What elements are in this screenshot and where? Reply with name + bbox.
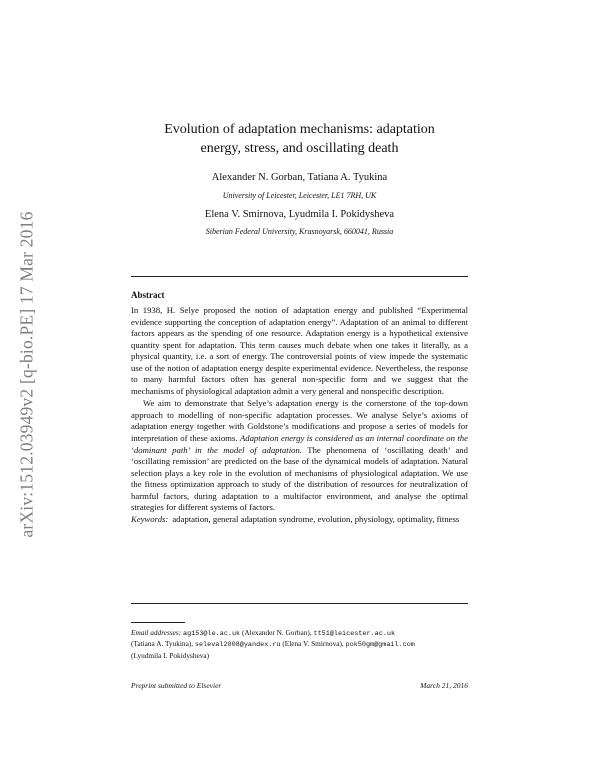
preprint-journal: Preprint submitted to Elsevier [131, 681, 222, 690]
arxiv-id: arXiv:1512.03949v2 [q-bio.PE] 17 Mar 2016 [16, 210, 37, 538]
email-smirnova[interactable]: seleval2008@yandex.ru [194, 641, 281, 650]
authors-group-1: Alexander N. Gorban, Tatiana A. Tyukina [211, 172, 388, 183]
keywords [131, 514, 468, 526]
abstract-p2-text-b: The phenomena of ‘oscillating death’ and ‘oscillating remission’ are predicted on the base of the dynamical models of adaptation. Natural selection plays a key role in the evolution of mechanisms of physiological adaptation. We use the fitness optimization approach to study of the distribution of resources for neutralization of harmful factors, during adaptation to a multifactor environment, and analyse the optimal strategies for different systems of factors. [131, 444, 468, 513]
title-line-2: energy, stress, and oscillating death [200, 141, 399, 156]
arxiv-side-stamp [14, 178, 40, 570]
email-name-4: (Lyudmila I. Pokidysheva) [131, 650, 210, 660]
abstract-bottom-rule [131, 603, 468, 604]
keywords-label: Keywords: [131, 513, 169, 524]
preprint-date: March 21, 2016 [420, 681, 468, 690]
authors-group-2: Elena V. Smirnova, Lyudmila I. Pokidysheva [204, 209, 395, 220]
preprint-footer [131, 681, 468, 690]
email-name-2: (Tatiana A. Tyukina), [131, 639, 195, 649]
affiliation-1: University of Leicester, Leicester, LE1 7RH, UK [222, 191, 377, 200]
title-line-1: Evolution of adaptation mechanisms: adaptation [164, 122, 435, 137]
abstract-heading: Abstract [131, 290, 165, 300]
paper-title [131, 120, 468, 158]
abstract-paragraph-2 [131, 398, 468, 513]
abstract-top-rule [131, 276, 468, 277]
email-footnote [131, 628, 468, 661]
email-gorban[interactable]: ag153@le.ac.uk [183, 630, 241, 638]
abstract-p2-emphasis: Adaptation energy is considered as an internal coordinate on the ‘dominant path’ in the model of adaptation. [131, 433, 468, 455]
abstract-paragraph-1: In 1938, H. Selye proposed the notion of adaptation energy and published “Experimental evidence supporting the conception of adaptation energy”. Adaptation of an animal to different factors appears as the spending of one resource. Adaptation energy is a hypothetical extensive quantity spent for adaptation. This term causes much debate when one takes it literally, as a physical quantity, i.e. a sort of energy. The controversial points of view impede the systematic use of the notion of adaptation energy despite experimental evidence. Nevertheless, the response to many harmful factors often has general non-specific form and we suggest that the mechanisms of physiological adaptation admit a very general and nonspecific description. [131, 305, 468, 396]
email-name-3: (Elena V. Smirnova), [280, 639, 346, 649]
affiliation-2: Siberian Federal University, Krasnoyarsk, 660041, Russia [205, 227, 394, 236]
email-name-1: (Alexander N. Gorban), [240, 628, 314, 637]
abstract-p2-text-a: We aim to demonstrate that Selye’s adaptation energy is the cornerstone of the top-down approach to modelling of non-specific adaptation processes. We analyse Selye’s axioms of adaptation energy together with Goldstone’s modifications and propose a series of models for interpretation of these axioms. [131, 398, 468, 444]
email-tyukina[interactable]: tt51@leicester.ac.uk [313, 630, 396, 638]
abstract-body [131, 305, 468, 525]
keywords-list: adaptation, general adaptation syndrome, evolution, physiology, optimality, fitness [172, 513, 460, 524]
email-label: Email addresses: [131, 628, 182, 637]
email-pokidysheva[interactable]: pok50gm@gmail.com [345, 641, 415, 650]
footnote-rule [131, 622, 185, 623]
